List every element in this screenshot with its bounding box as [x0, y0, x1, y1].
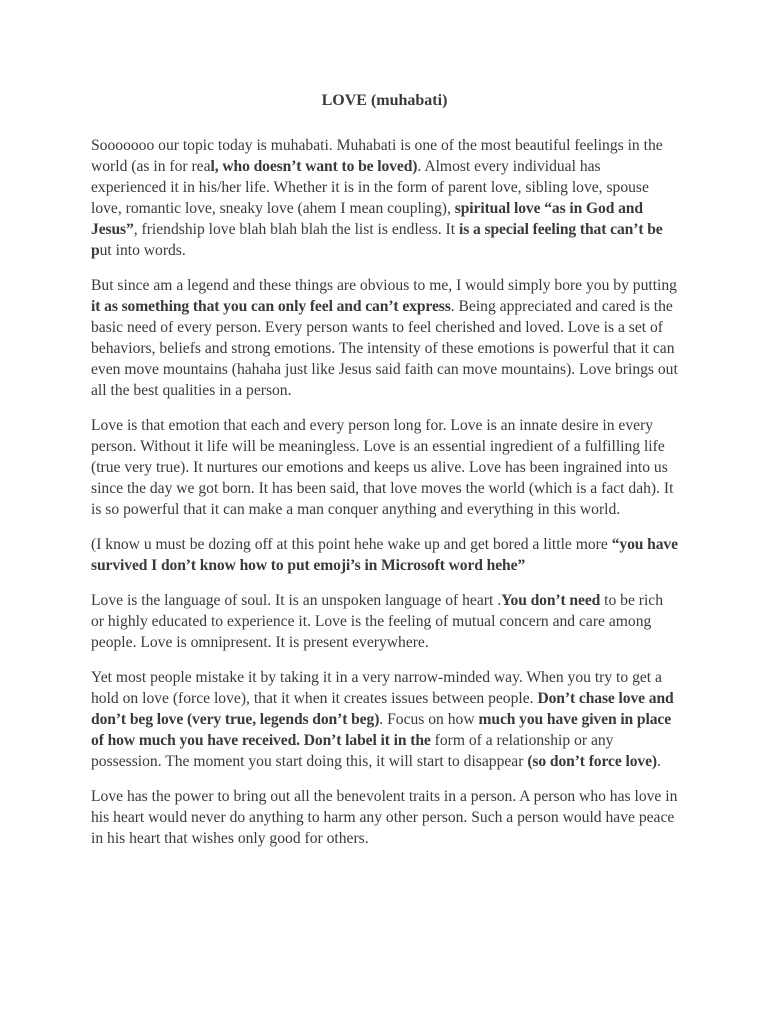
- bold-run: is a special feeling that can’t be p: [91, 221, 663, 259]
- text-run: . Focus on how: [379, 711, 479, 728]
- text-run: (I know u must be dozing off at this point hehe wake up and get bored a little more: [91, 536, 612, 553]
- text-run: . Being appreciated and cared is the basic need of every person. Every person wants to feel cherished and loved. Love is a set of behaviors, beliefs and strong emotions. The intensity of these emotions is powerful that it can even move mountains (hahaha just like Jesus said faith can move mountains). Love brings out all the best qualities in a person.: [91, 298, 678, 399]
- text-run: Sooooooo our topic today is muhabati. Muhabati is one of the most beautiful feelings in the world (as in for rea: [91, 137, 663, 175]
- paragraph-aside: [91, 534, 678, 576]
- bold-run: You don’t need: [501, 592, 601, 609]
- bold-run: (so don’t force love): [527, 753, 658, 770]
- bold-run: l, who doesn’t want to be loved): [210, 158, 418, 175]
- text-run: Love is the language of soul. It is an unspoken language of heart .: [91, 592, 502, 609]
- bold-run: it as something that you can only feel and can’t express: [91, 298, 451, 315]
- text-run: . Almost every individual has experienced it in his/her life. Whether it is in the form of parent love, sibling love, spouse love, romantic love, sneaky love (ahem I mean coupling),: [91, 158, 649, 217]
- paragraph-emotion: [91, 415, 678, 520]
- paragraph-legend: [91, 275, 678, 401]
- text-run: Yet most people mistake it by taking it in a very narrow-minded way. When you try to get a hold on love (force love), that it when it creates issues between people.: [91, 669, 662, 707]
- bold-run: spiritual love “as in God and Jesus”: [91, 200, 643, 238]
- paragraph-intro: [91, 135, 678, 261]
- text-run: Love is that emotion that each and every person long for. Love is an innate desire in every person. Without it life will be meaningless. Love is an essential ingredient of a fulfilling life (true very true). It nurtures our emotions and keeps us alive. Love has been ingrained into us since the day we got born. It has been said, that love moves the world (which is a fact dah). It is so powerful that it can make a man conquer anything and everything in this world.: [91, 417, 674, 518]
- text-run: , friendship love blah blah blah the list is endless. It: [133, 221, 459, 238]
- text-run: .: [657, 753, 661, 770]
- text-run: form of a relationship or any possession. The moment you start doing this, it will start to disappear: [91, 732, 614, 770]
- text-run: But since am a legend and these things are obvious to me, I would simply bore you by putting: [91, 277, 677, 294]
- text-run: ut into words.: [99, 242, 186, 259]
- bold-run: “you have survived I don’t know how to put emoji’s in Microsoft word hehe”: [91, 536, 678, 574]
- paragraph-benevolent: [91, 786, 678, 849]
- text-run: Love has the power to bring out all the benevolent traits in a person. A person who has love in his heart would never do anything to harm any other person. Such a person would have peace in his heart that wishes only good for others.: [91, 788, 678, 847]
- bold-run: Don’t chase love and don’t beg love (very true, legends don’t beg): [91, 690, 674, 728]
- document-title: LOVE (muhabati): [321, 92, 448, 109]
- paragraph-mistake: [91, 667, 678, 772]
- paragraph-language-of-soul: [91, 590, 678, 653]
- bold-run: much you have given in place of how much you have received. Don’t label it in the: [91, 711, 672, 749]
- text-run: to be rich or highly educated to experience it. Love is the feeling of mutual concern and care among people. Love is omnipresent. It is present everywhere.: [91, 592, 664, 651]
